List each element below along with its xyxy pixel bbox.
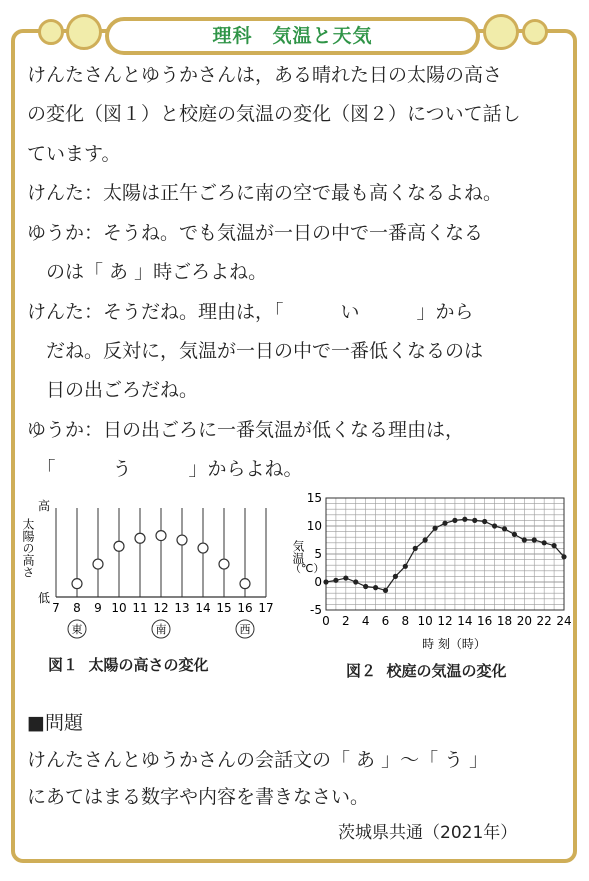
fig1-x-tick: 15 — [216, 601, 232, 615]
fig2-x-tick: 6 — [381, 614, 390, 628]
question-line-1: けんたさんとゆうかさんの会話文の「 あ 」～「 う 」 — [27, 749, 489, 771]
dialogue-line-3: のは「 あ 」時ごろよね。 — [27, 261, 268, 283]
intro-line-3: ています。 — [27, 143, 121, 165]
fig2-x-tick: 20 — [516, 614, 532, 628]
fig2-y-tick: 10 — [306, 519, 322, 533]
dialogue-line-7: ゆうか：日の出ごろに一番気温が低くなる理由は， — [27, 419, 465, 441]
fig2-temperature-point — [551, 543, 556, 548]
fig2-temperature-point — [452, 518, 457, 523]
fig2-x-tick: 8 — [401, 614, 410, 628]
fig1-sun-point — [156, 531, 166, 541]
fig1-sun-point — [93, 559, 103, 569]
fig1-direction-label: 南 — [155, 623, 167, 636]
fig2-x-tick: 14 — [457, 614, 473, 628]
question-line-2: にあてはまる数字や内容を書きなさい。 — [27, 786, 370, 808]
fig2-temperature-point — [462, 517, 467, 522]
fig2-x-tick: 10 — [417, 614, 433, 628]
fig1-direction-label: 東 — [71, 623, 83, 636]
fig2-temperature-point — [561, 554, 566, 559]
dialogue-line-6: 日の出ごろだね。 — [27, 379, 199, 401]
fig1-sun-point — [72, 579, 82, 589]
fig2-temperature-point — [323, 579, 328, 584]
fig1-y-label: 太陽の高さ — [21, 518, 35, 578]
fig2-temperature-point — [432, 526, 437, 531]
fig1-sun-point — [177, 535, 187, 545]
fig2-temperature-point — [423, 537, 428, 542]
fig2-temperature-point — [413, 546, 418, 551]
fig2-temperature-point — [472, 518, 477, 523]
fig2-temperature-point — [442, 521, 447, 526]
figure-1-sun-height-chart — [20, 494, 288, 644]
fig2-y-tick: 0 — [314, 575, 322, 589]
fig2-temperature-point — [532, 537, 537, 542]
fig2-y-tick: 5 — [314, 547, 322, 561]
intro-line-2: の変化（図１）と校庭の気温の変化（図２）について話し — [27, 103, 521, 125]
fig2-x-tick: 16 — [477, 614, 493, 628]
fig1-x-tick: 8 — [73, 601, 81, 615]
fig2-temperature-point — [512, 532, 517, 537]
fig1-x-tick: 10 — [111, 601, 127, 615]
fig2-x-tick: 18 — [496, 614, 513, 628]
page-title: 理科 気温と天気 — [105, 17, 480, 55]
dialogue-line-5: だね。反対に，気温が一日の中で一番低くなるのは — [27, 340, 484, 362]
fig2-x-tick: 4 — [361, 614, 370, 628]
fig2-temperature-point — [333, 578, 338, 583]
fig1-x-tick: 7 — [52, 601, 60, 615]
figure-1-caption: 図１ 太陽の高さの変化 — [48, 656, 209, 674]
fig1-y-high: 高 — [37, 499, 51, 513]
fig1-x-tick: 17 — [258, 601, 274, 615]
fig2-temperature-point — [383, 588, 388, 593]
question-heading: ■問題 — [27, 712, 83, 734]
decoration-circle-right — [483, 14, 519, 50]
fig1-x-tick: 13 — [174, 601, 190, 615]
fig2-y-tick: 15 — [306, 491, 322, 505]
dialogue-line-1: けんた：太陽は正午ごろに南の空で最も高くなるよね。 — [27, 182, 503, 204]
fig1-x-tick: 9 — [94, 601, 102, 615]
source-note: 茨城県共通（2021年） — [338, 823, 518, 843]
fig2-x-tick: 0 — [322, 614, 330, 628]
fig2-temperature-point — [393, 574, 398, 579]
fig2-temperature-point — [492, 523, 497, 528]
dialogue-line-2: ゆうか：そうね。でも気温が一日の中で一番高くなる — [27, 222, 484, 244]
fig2-x-label: 時 刻（時） — [422, 637, 486, 651]
fig1-x-tick: 12 — [153, 601, 169, 615]
fig1-sun-point — [135, 533, 145, 543]
fig2-x-tick: 12 — [437, 614, 453, 628]
fig2-temperature-point — [482, 519, 487, 524]
fig1-sun-point — [240, 579, 250, 589]
intro-line-1: けんたさんとゆうかさんは，ある晴れた日の太陽の高さ — [27, 64, 503, 86]
fig1-sun-point — [198, 543, 208, 553]
fig2-temperature-point — [363, 584, 368, 589]
fig2-y-tick: -5 — [310, 603, 322, 617]
decoration-circle-left-small — [38, 19, 64, 45]
fig2-x-tick: 24 — [556, 614, 572, 628]
decoration-circle-right-small — [522, 19, 548, 45]
fig1-x-tick: 14 — [195, 601, 211, 615]
figure-2-temperature-chart — [286, 490, 576, 660]
fig2-x-tick: 2 — [342, 614, 350, 628]
fig1-y-low: 低 — [37, 591, 51, 605]
fig2-y-unit: （℃） — [290, 562, 325, 575]
fig2-temperature-point — [403, 564, 408, 569]
fig1-direction-label: 西 — [239, 623, 251, 636]
fig2-temperature-point — [373, 585, 378, 590]
fig2-x-tick: 22 — [536, 614, 552, 628]
decoration-circle-left — [66, 14, 102, 50]
fig1-x-tick: 11 — [132, 601, 148, 615]
fig2-temperature-point — [502, 526, 507, 531]
fig2-temperature-point — [343, 575, 348, 580]
fig2-temperature-point — [353, 579, 358, 584]
fig2-y-label: 気温 — [291, 540, 305, 564]
fig2-temperature-point — [522, 537, 527, 542]
fig1-sun-point — [114, 541, 124, 551]
figure-2-caption: 図２ 校庭の気温の変化 — [346, 662, 507, 680]
dialogue-line-8: 「 う 」からよね。 — [27, 458, 303, 480]
fig1-sun-point — [219, 559, 229, 569]
dialogue-line-4: けんた：そうだね。理由は，「 い 」から — [27, 301, 474, 323]
fig1-x-tick: 16 — [237, 601, 253, 615]
fig2-temperature-point — [542, 540, 547, 545]
